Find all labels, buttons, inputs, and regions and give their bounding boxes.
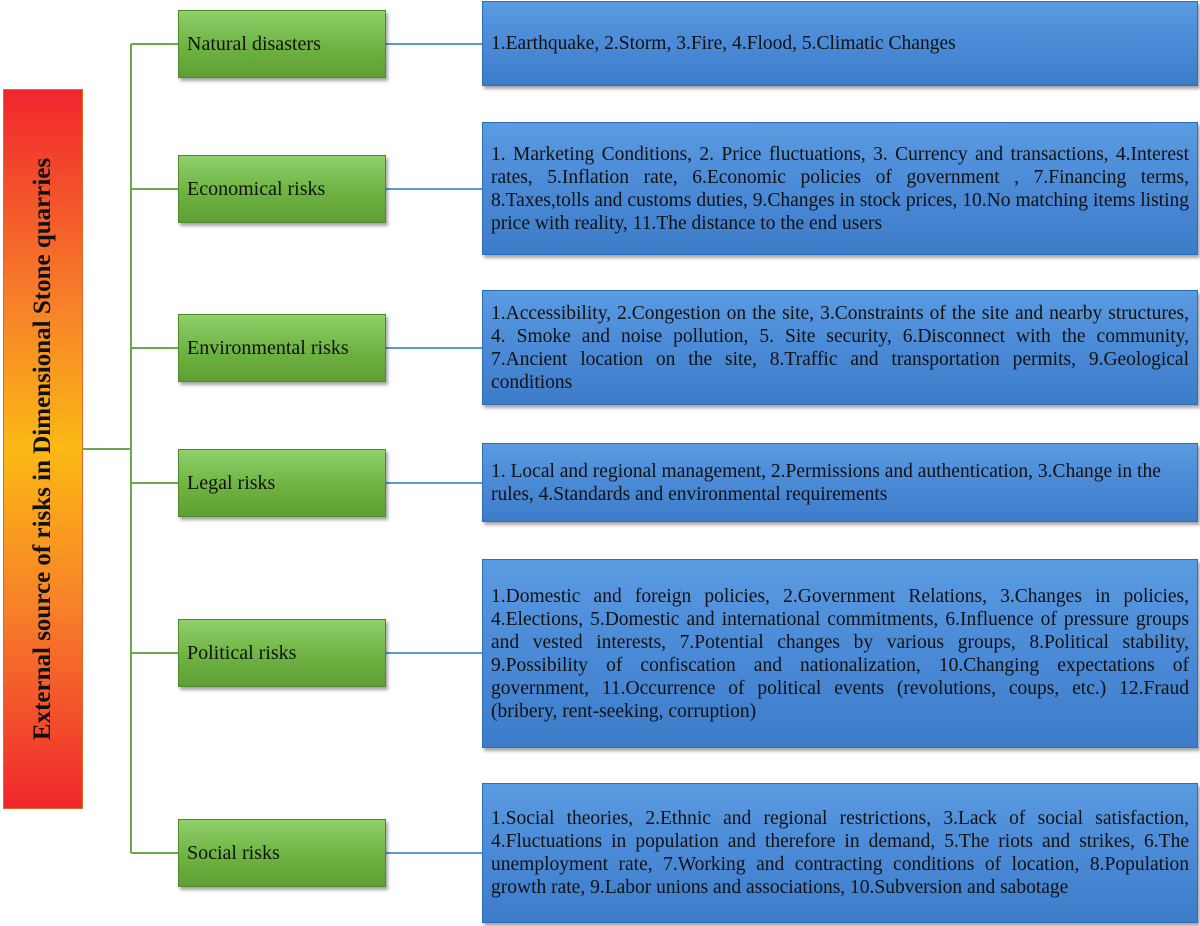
category-natural-disasters: Natural disasters — [178, 10, 386, 78]
details-text: 1.Accessibility, 2.Congestion on the site, 3.Constraints of the site and nearby structures, 4. Smoke and noise pollution, 5. Site security, 6.Disconnect with the community, 7.Ancient location on the site, 8.Traffic and transportation permits, 9.Geological conditions — [491, 302, 1189, 393]
details-text: 1.Domestic and foreign policies, 2.Government Relations, 3.Changes in policies, 4.Elections, 5.Domestic and international commitments, 6.Influence of pressure groups and vested interests, 7.Potential changes by various groups, 8.Political stability, 9.Possibility of confiscation and nationalization, 10.Changing expectations of government, 11.Occurrence of political events (revolutions, coups, etc.) 12.Fraud (bribery, rent-seeking, corruption) — [491, 585, 1189, 722]
category-environmental-risks: Environmental risks — [178, 314, 386, 382]
details-social-risks — [482, 783, 1198, 923]
details-economical-risks — [482, 122, 1198, 255]
category-social-risks: Social risks — [178, 819, 386, 887]
details-environmental-risks — [482, 290, 1198, 405]
details-text: 1.Earthquake, 2.Storm, 3.Fire, 4.Flood, 5.Climatic Changes — [491, 33, 956, 54]
details-text: 1. Marketing Conditions, 2. Price fluctuations, 3. Currency and transactions, 4.Interest rates, 5.Inflation rate, 6.Economic policies of government , 7.Financing terms, 8.Taxes,tolls and customs duties, 9.Changes in stock prices, 10.No matching items listing price with reality, 11.The distance to the end users — [491, 143, 1189, 234]
details-legal-risks — [482, 443, 1198, 522]
details-political-risks — [482, 559, 1198, 748]
root-node — [3, 89, 83, 809]
category-political-risks: Political risks — [178, 619, 386, 687]
category-legal-risks: Legal risks — [178, 449, 386, 517]
root-label: External source of risks in Dimensional Stone quarries — [29, 157, 56, 741]
details-natural-disasters — [482, 1, 1198, 86]
details-text: 1. Local and regional management, 2.Permissions and authentication, 3.Change in the rules, 4.Standards and environmental requirements — [491, 460, 1161, 505]
category-economical-risks: Economical risks — [178, 155, 386, 223]
details-text: 1.Social theories, 2.Ethnic and regional restrictions, 3.Lack of social satisfaction, 4.Fluctuations in population and therefore in demand, 5.The riots and strikes, 6.The unemployment rate, 7.Working and contracting conditions of location, 8.Population growth rate, 9.Labor unions and associations, 10.Subversion and sabotage — [491, 808, 1189, 898]
